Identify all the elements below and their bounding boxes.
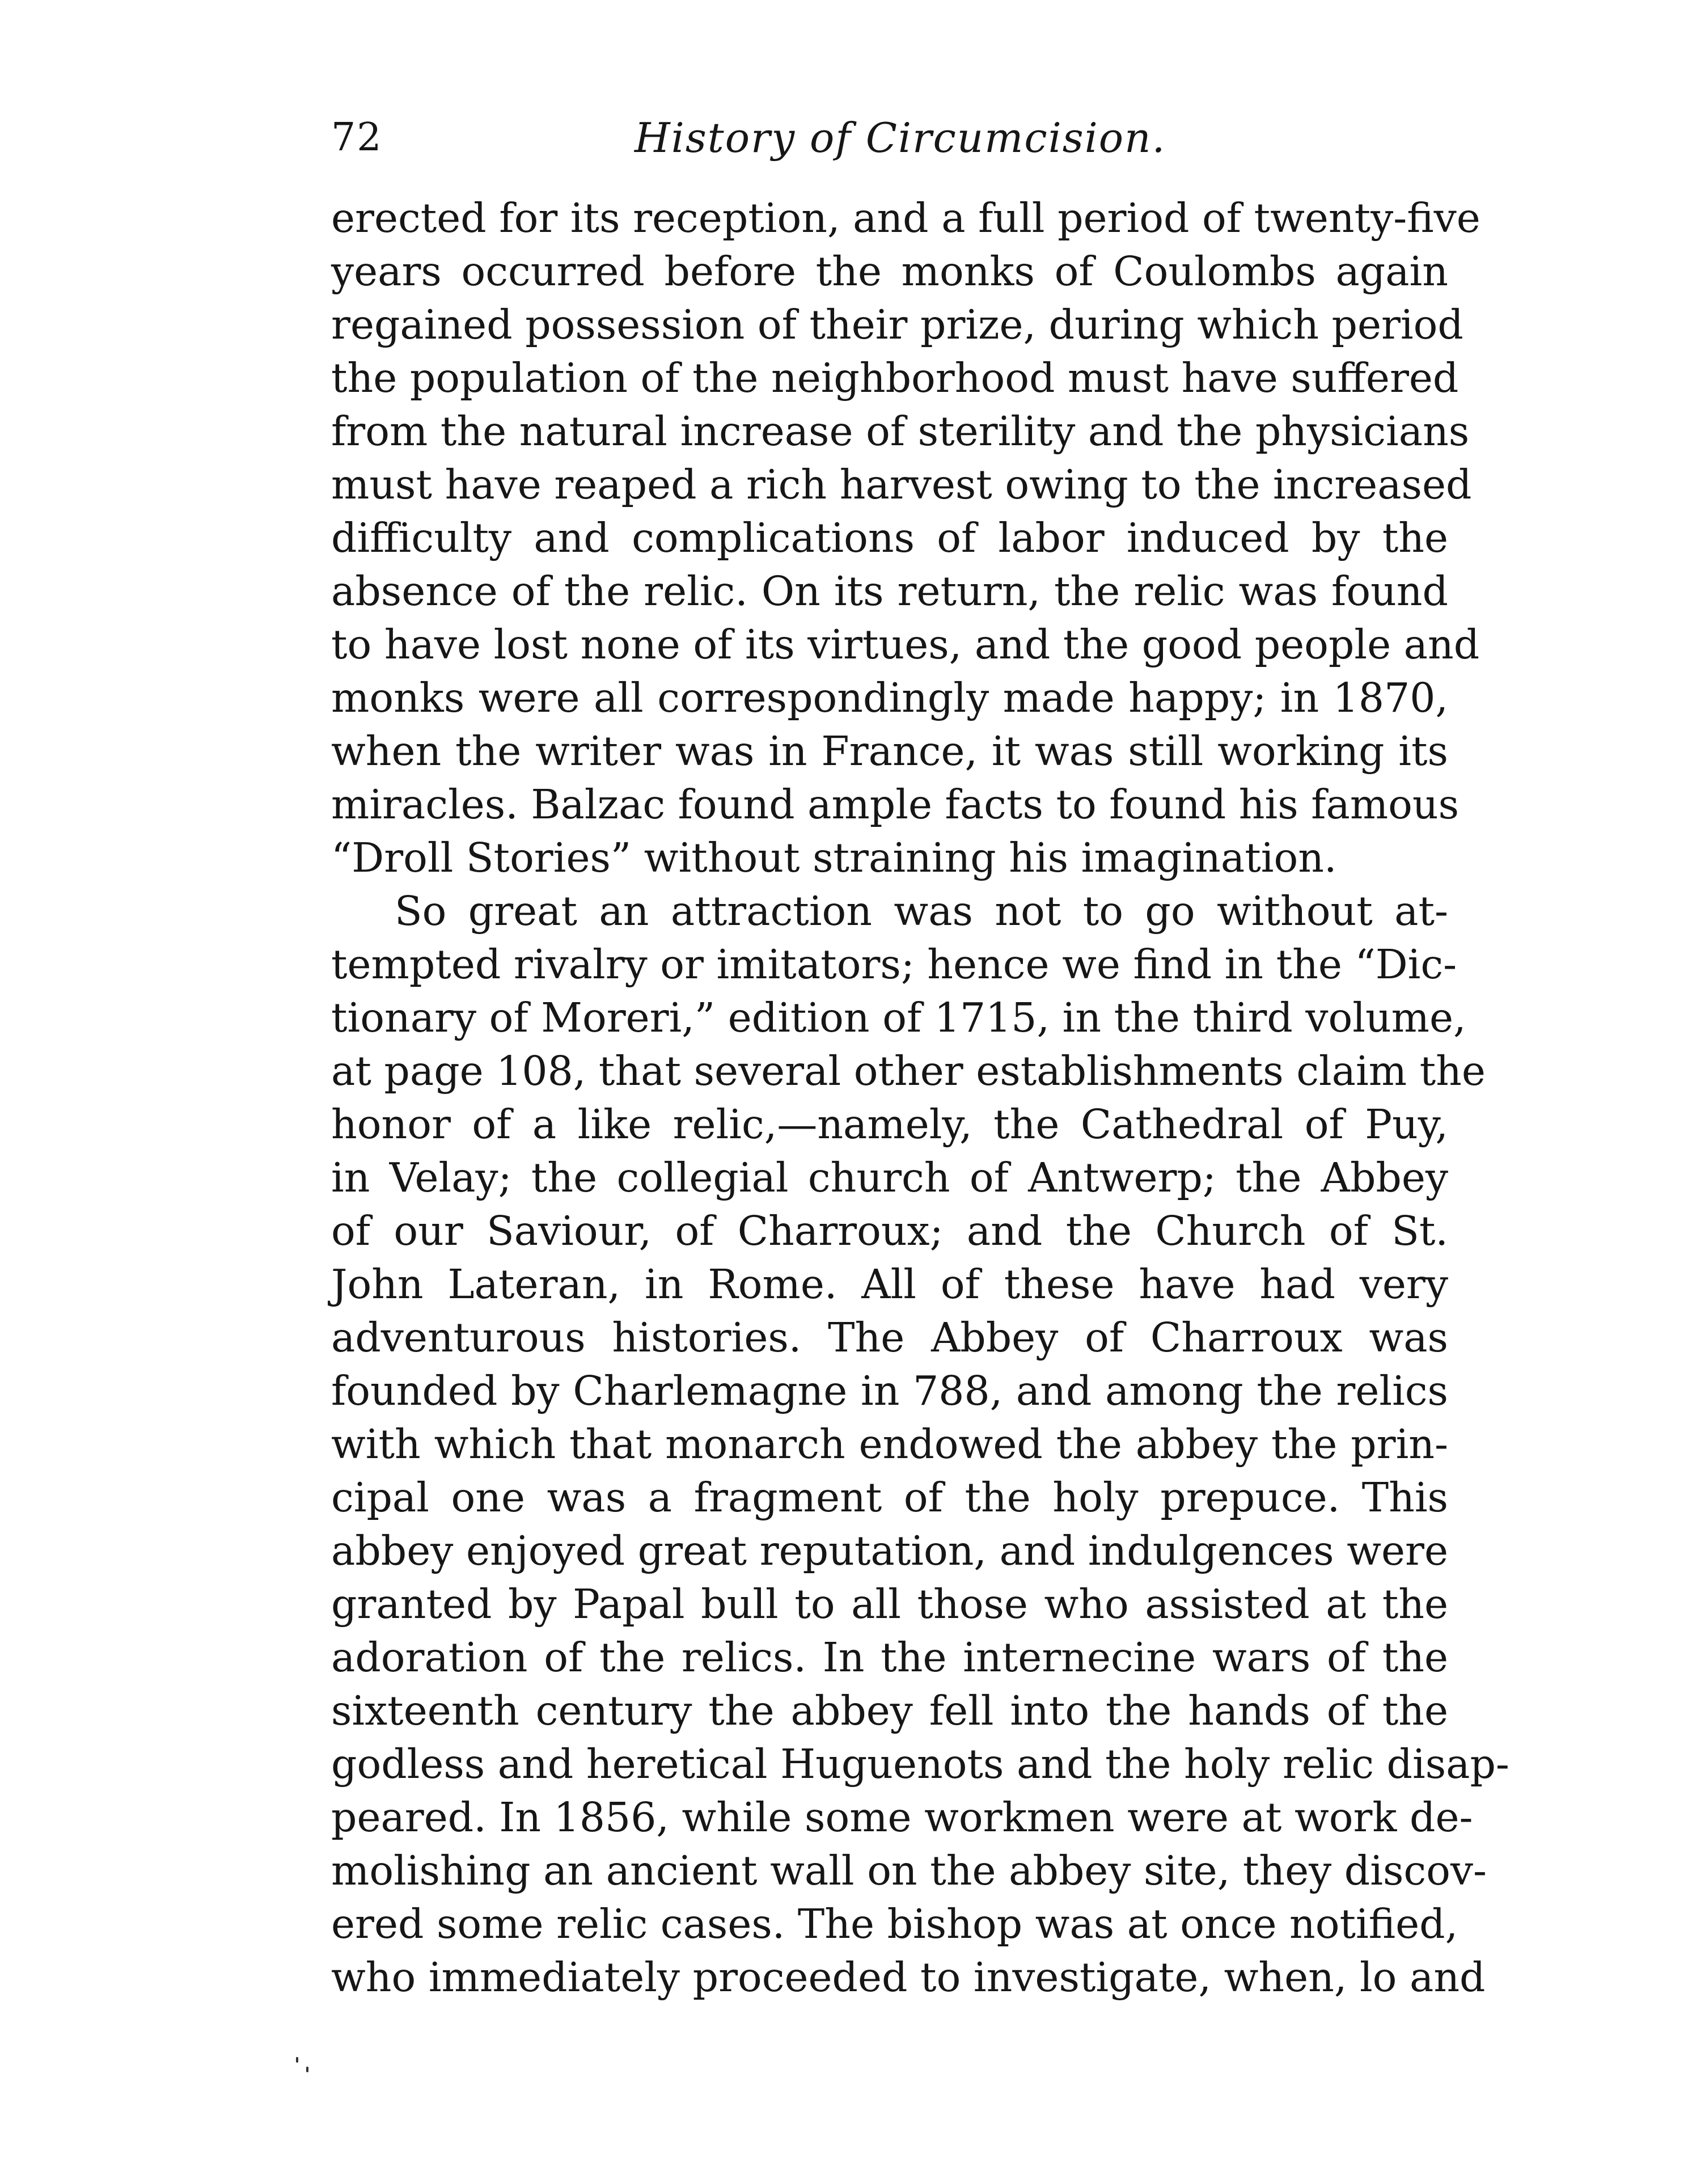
text-line: founded by Charlemagne in 788, and among the relics [331, 1367, 1448, 1414]
scan-speck [306, 2067, 308, 2072]
body-text [331, 192, 1509, 2004]
text-line: John Lateran, in Rome. All of these have had very [331, 1261, 1448, 1308]
text-line: monks were all correspondingly made happy; in 1870, [331, 674, 1448, 721]
text-line: honor of a like relic,—namely, the Cathedral of Puy, [331, 1101, 1448, 1148]
text-line: erected for its reception, and a full period of twenty-five [331, 195, 1481, 242]
text-line: peared. In 1856, while some workmen were at work de- [331, 1794, 1473, 1841]
text-line: of our Saviour, of Charroux; and the Church of St. [331, 1207, 1448, 1254]
text-line: regained possession of their prize, during which period [331, 301, 1463, 348]
text-line: from the natural increase of sterility and the physicians [331, 408, 1470, 455]
text-line: granted by Papal bull to all those who assisted at the [331, 1581, 1448, 1628]
page-header [331, 107, 1425, 169]
page-number: 72 [331, 115, 383, 160]
text-line: to have lost none of its virtues, and the good people and [331, 621, 1480, 668]
text-line: must have reaped a rich harvest owing to the increased [331, 461, 1472, 508]
text-line: absence of the relic. On its return, the relic was found [331, 568, 1448, 615]
text-line: who immediately proceeded to investigate, when, lo and [331, 1954, 1486, 2001]
text-line: at page 108, that several other establishments claim the [331, 1047, 1486, 1095]
text-line: cipal one was a fragment of the holy prepuce. This [331, 1474, 1448, 1521]
text-line: miracles. Balzac found ample facts to found his famous [331, 781, 1460, 828]
text-line: molishing an ancient wall on the abbey site, they discov- [331, 1847, 1487, 1894]
text-line: with which that monarch endowed the abbey the prin- [331, 1421, 1448, 1468]
text-line: difficulty and complications of labor induced by the [331, 514, 1448, 561]
text-line: years occurred before the monks of Coulombs again [331, 248, 1448, 295]
text-line: abbey enjoyed great reputation, and indulgences were [331, 1527, 1448, 1574]
text-line: tionary of Moreri,” edition of 1715, in the third volume, [331, 994, 1466, 1041]
text-line: in Velay; the collegial church of Antwerp; the Abbey [331, 1154, 1448, 1201]
text-line: ered some relic cases. The bishop was at once notified, [331, 1900, 1458, 1948]
text-line: So great an attraction was not to go without at- [395, 888, 1448, 935]
text-line: sixteenth century the abbey fell into the hands of the [331, 1687, 1448, 1734]
scan-speck [296, 2057, 298, 2063]
text-line: godless and heretical Huguenots and the holy relic disap- [331, 1741, 1509, 1788]
text-line: adoration of the relics. In the internecine wars of the [331, 1634, 1448, 1681]
running-head: History of Circumcision. [634, 114, 1166, 162]
text-line: the population of the neighborhood must have suffered [331, 354, 1459, 402]
text-line: tempted rivalry or imitators; hence we find in the “Dic- [331, 941, 1457, 988]
text-line: when the writer was in France, it was still working its [331, 728, 1448, 775]
text-line: “Droll Stories” without straining his imagination. [331, 834, 1337, 881]
text-line: adventurous histories. The Abbey of Charroux was [331, 1314, 1448, 1361]
